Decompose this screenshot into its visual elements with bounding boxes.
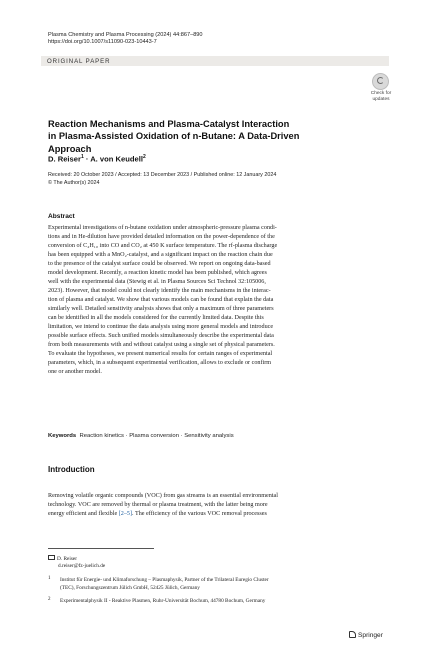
springer-horse-icon [349, 631, 356, 638]
author-name: A. von Keudell [90, 154, 143, 164]
citation-link[interactable]: [2–5] [118, 511, 133, 517]
affiliation-2-line: Experimentalphysik II ‑ Reaktive Plasmen, Ruhr‑Universität Bochum, 44780 Bochum, Germany [60, 598, 266, 604]
affiliation-1-line: (TEC), Forschungszentrum Jülich GmbH, 52425 Jülich, Germany [60, 585, 200, 591]
affiliation-1-line: Institut für Energie‑ und Klimaforschung – Plasmaphysik, Partner of the Trilateral Euregio Cluster [60, 577, 269, 583]
crossmark-badge[interactable] [366, 73, 396, 105]
history-dates: Received: 20 October 2023 / Accepted: 13 December 2023 / Published online: 12 January 2024 [48, 172, 277, 178]
abstract-line: To evaluate the hypotheses, we present numerical results for certain ranges of experimental [48, 351, 273, 357]
footnote-rule [48, 548, 154, 549]
author-separator: · [83, 154, 91, 164]
doi-link[interactable]: https://doi.org/10.1007/s11090-023-10443-7 [48, 39, 157, 46]
abstract-line: well with the experimental data (Stewig et al. in Plasma Sources Sci Technol 32:105006, [48, 279, 266, 285]
abstract-line: conversion of C₄H₁₀ into CO and CO₂ at 450 K surface temperature. The rf‑plasma discharge [48, 243, 278, 249]
corresponding-author-name: D. Reiser [57, 556, 78, 562]
publisher-name: Springer [358, 632, 383, 639]
abstract-line: 2023). However, that model could not clearly identify the main mechanisms in the interac‑ [48, 288, 271, 294]
intro-line: Removing volatile organic compounds (VOC) from gas streams is an essential environmental [48, 493, 278, 499]
footnote-number: 2 [48, 597, 51, 602]
abstract-line: similarly well. Detailed sensitivity analysis shows that only a maximum of three parameters [48, 306, 274, 312]
article-title: Reaction Mechanisms and Plasma‑Catalyst Interaction in Plasma‑Assisted Oxidation of n‑Butane: A Data‑Driven Approach [48, 119, 300, 154]
journal-citation: Plasma Chemistry and Plasma Processing (2024) 44:867–890 [48, 32, 203, 38]
keywords-label: Keywords [48, 433, 77, 439]
email-link[interactable]: d.reiser@fz-juelich.de [58, 563, 106, 569]
envelope-icon [48, 555, 55, 560]
introduction-body [48, 492, 389, 519]
footnote-number: 1 [48, 576, 51, 581]
abstract-line: Experimental investigations of n‑butane oxidation under atmospheric‑pressure plasma condi‑ [48, 225, 277, 231]
abstract-line: to the presence of the catalyst surface could be observed. We report on ongoing data‑based [48, 261, 271, 267]
check-for-updates-icon [372, 73, 389, 90]
abstract-line: possible surface effects. Such unified models simultaneously describe the experimental data [48, 333, 274, 339]
crossmark-label: Check for updates [370, 91, 392, 102]
keywords [48, 433, 234, 439]
abstract-body [48, 224, 389, 377]
intro-line: energy efficient and flexible [2–5]. The efficiency of the various VOC removal processes [48, 511, 267, 517]
copyright-line: © The Author(s) 2024 [48, 179, 100, 186]
author-name: D. Reiser [48, 154, 81, 164]
abstract-line: from both measurements with and without catalyst using a single set of physical parameters. [48, 342, 275, 348]
article-type-label: ORIGINAL PAPER [47, 57, 111, 65]
intro-line: technology. VOC are removed by thermal or plasma treatment, with the latter being more [48, 502, 268, 508]
publication-dates [48, 172, 276, 187]
introduction-heading: Introduction [48, 465, 95, 474]
publisher-logo [349, 631, 383, 639]
abstract-line: one or another model. [48, 369, 102, 375]
keywords-text: Reaction kinetics · Plasma conversion · Sensitivity analysis [79, 433, 234, 439]
abstract-line: limitation, we intend to continue the data analysis using more general models and introduce [48, 324, 274, 330]
affiliation-mark: 1 [80, 154, 84, 160]
affiliation-mark: 2 [142, 154, 146, 160]
abstract-line: can be identified in all the models considered for the currently limited data. Despite this [48, 315, 264, 321]
abstract-heading: Abstract [48, 213, 75, 220]
abstract-line: tions and in He‑dilution have provided detailed information on the power‑dependence of the [48, 234, 275, 240]
corresponding-author [48, 555, 77, 563]
author-list [48, 154, 146, 164]
abstract-line: has been equipped with a MnO₂‑catalyst, and a significant impact on the reaction chain due [48, 252, 273, 258]
abstract-line: model development. Recently, a reaction kinetic model has been published, which agrees [48, 270, 267, 276]
abstract-line: tion of plasma and catalyst. We show that various models can be found that explain the data [48, 297, 274, 303]
abstract-line: parameters, which, in a subsequent experimental verification, allows to exclude or confirm [48, 360, 272, 366]
journal-header [48, 32, 203, 47]
